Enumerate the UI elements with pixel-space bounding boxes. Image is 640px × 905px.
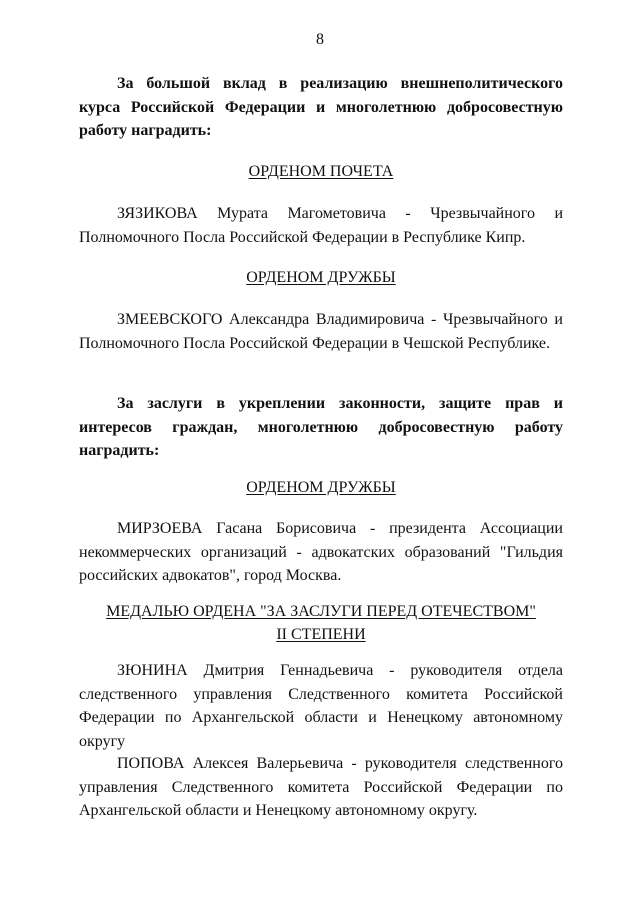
award-heading-text: II СТЕПЕНИ [276,626,366,643]
recipient-popov: ПОПОВА Алексея Валерьевича - руководителя следственного управления Следственного комитета Российской Федерации по Архангельской области и Ненецкому автономному округу. [79,755,563,819]
recipient-zyazikov: ЗЯЗИКОВА Мурата Магометовича - Чрезвычайного и Полномочного Посла Российской Федерации в Республике Кипр. [79,205,563,246]
award-heading-medal-line2 [79,623,563,647]
award-heading-medal-line1 [79,600,563,624]
award-heading-order-of-friendship [79,266,563,290]
recipient-mirzoev: МИРЗОЕВА Гасана Борисовича - президента Ассоциации некоммерческих организаций - адвокатских образований "Гильдия российских адвокатов", город Москва. [79,520,563,584]
award-heading-text: МЕДАЛЬЮ ОРДЕНА "ЗА ЗАСЛУГИ ПЕРЕД ОТЕЧЕСТВОМ" [106,603,536,620]
recipient-zyunin: ЗЮНИНА Дмитрия Геннадьевича - руководителя отдела следственного управления Следственного комитета Российской Федерации по Архангельской области и Ненецкому автономному округу [79,662,563,750]
award-heading-text: ОРДЕНОМ ДРУЖБЫ [246,479,396,496]
section-intro-foreign-policy: За большой вклад в реализацию внешнеполитического курса Российской Федерации и многолетнюю добросовестную работу наградить: [79,75,563,139]
award-heading-text: ОРДЕНОМ ПОЧЕТА [248,163,394,180]
award-heading-order-of-friendship-2 [79,476,563,500]
section-intro-legality: За заслуги в укреплении законности, защите прав и интересов граждан, многолетнюю добросовестную работу наградить: [79,395,563,459]
recipient-zmeevsky: ЗМЕЕВСКОГО Александра Владимировича - Чрезвычайного и Полномочного Посла Российской Федерации в Чешской Республике. [79,311,563,352]
award-heading-text: ОРДЕНОМ ДРУЖБЫ [246,269,396,286]
page-number: 8 [316,31,324,48]
award-heading-order-of-honor [79,160,563,184]
